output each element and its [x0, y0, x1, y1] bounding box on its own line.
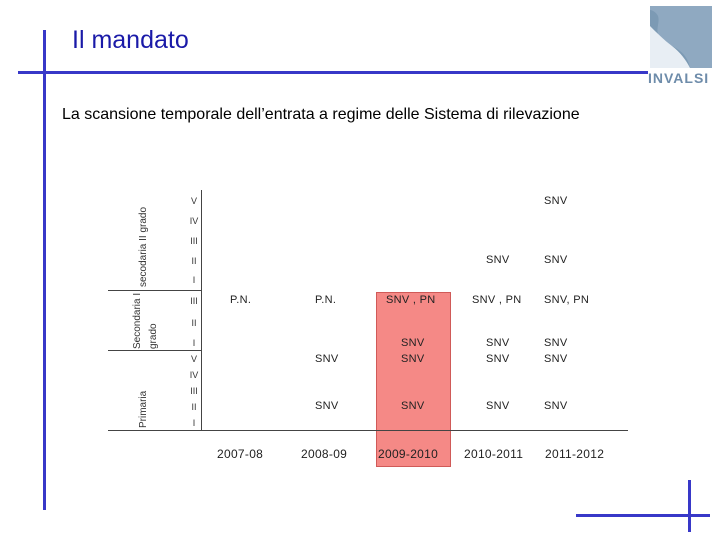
cell-sec1-iii-2007-08: P.N. [230, 294, 252, 306]
cell-prim-v-2010-2011: SNV [486, 353, 510, 365]
grade-label: IV [189, 216, 199, 226]
section-label-primaria: Primaria [138, 390, 149, 428]
section-label-secondaria-i-line1: Secondaria I [132, 292, 143, 349]
grade-label: III [190, 386, 198, 396]
section-divider-sec1-prim [108, 350, 201, 351]
grade-label: III [190, 236, 198, 246]
highlight-outline [376, 292, 451, 467]
cell-prim-v-2008-09: SNV [315, 353, 339, 365]
year-label: 2009-2010 [378, 447, 439, 461]
section-divider-sec2-sec1 [108, 290, 201, 291]
cell-sec1-iii-2009-2010: SNV , PN [386, 294, 436, 306]
year-label: 2010-2011 [464, 447, 524, 461]
year-label: 2011-2012 [545, 447, 605, 461]
invalsi-logo-text: INVALSI [648, 70, 710, 86]
cell-sec2-v-2011-2012: SNV [544, 195, 568, 207]
corner-horizontal-rule [576, 514, 710, 517]
grade-label: I [192, 418, 196, 428]
cell-prim-ii-2011-2012: SNV [544, 400, 568, 412]
corner-vertical-rule [688, 480, 691, 532]
year-label: 2007-08 [217, 447, 264, 461]
slide-subtitle: La scansione temporale dell’entrata a regime delle Sistema di rilevazione [62, 106, 580, 123]
cell-prim-ii-2008-09: SNV [315, 400, 339, 412]
logo-shape-icon [650, 6, 712, 68]
cell-sec1-i-2010-2011: SNV [486, 337, 510, 349]
bottom-axis-line [108, 430, 628, 431]
section-label-secondaria-ii: secodaria II grado [138, 206, 149, 287]
section-label-secondaria-i-line2: grado [148, 323, 159, 349]
cell-sec1-i-2009-2010: SNV [401, 337, 425, 349]
grade-label: II [191, 402, 197, 412]
grade-label: III [190, 296, 198, 306]
title-horizontal-rule [18, 71, 648, 74]
cell-sec1-iii-2011-2012: SNV, PN [544, 294, 590, 306]
cell-prim-v-2011-2012: SNV [544, 353, 568, 365]
grade-label: I [192, 338, 196, 348]
invalsi-logo-graphic [650, 6, 712, 68]
cell-sec2-ii-2010-2011: SNV [486, 254, 510, 266]
grade-label: I [192, 275, 196, 285]
grade-label: IV [189, 370, 199, 380]
grade-label: V [190, 354, 197, 364]
cell-sec1-i-2011-2012: SNV [544, 337, 568, 349]
cell-prim-v-2009-2010: SNV [401, 353, 425, 365]
title-vertical-rule [43, 30, 46, 510]
cell-prim-ii-2009-2010: SNV [401, 400, 425, 412]
grade-label: II [191, 256, 197, 266]
cell-prim-ii-2010-2011: SNV [486, 400, 510, 412]
cell-sec2-ii-2011-2012: SNV [544, 254, 568, 266]
grade-label: V [190, 196, 197, 206]
cell-sec1-iii-2008-09: P.N. [315, 294, 337, 306]
cell-sec1-iii-2010-2011: SNV , PN [472, 294, 522, 306]
grade-label: II [191, 318, 197, 328]
slide-title: Il mandato [72, 26, 189, 54]
year-label: 2008-09 [301, 447, 348, 461]
